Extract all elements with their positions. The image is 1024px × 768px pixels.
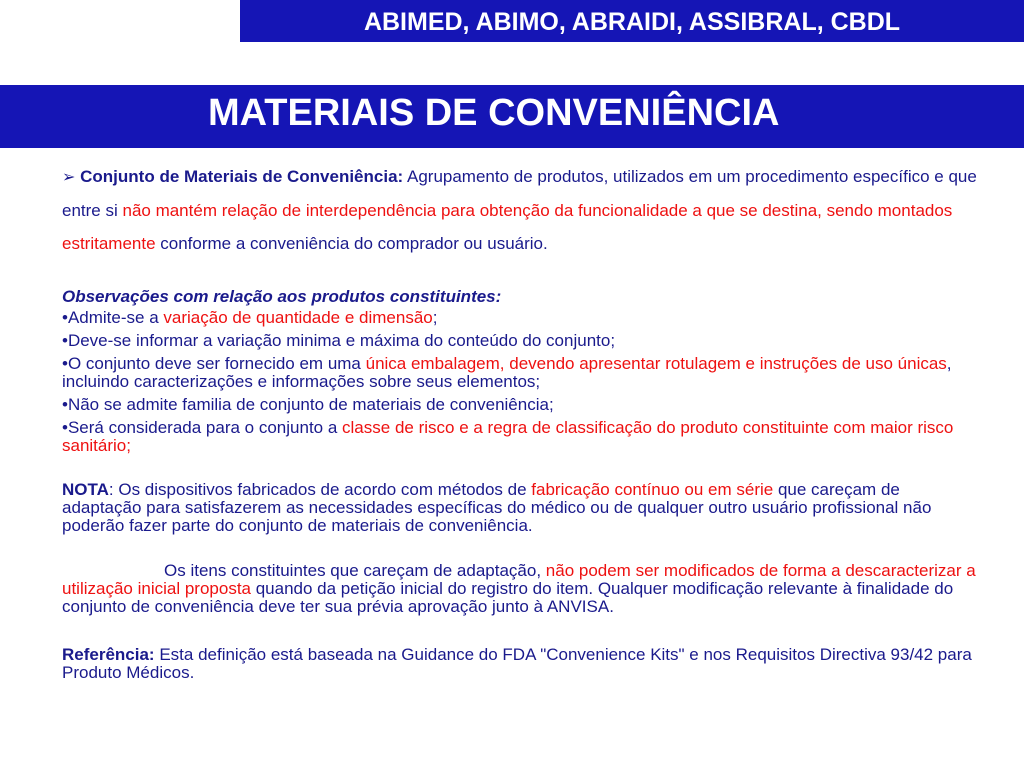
slide-title: MATERIAIS DE CONVENIÊNCIA <box>208 92 780 134</box>
reference-paragraph <box>62 646 977 682</box>
definition-highlight: não mantém relação de interdependência para obtenção da funcionalidade a que se destina, sendo montados estritamente <box>62 201 953 253</box>
observation-bullet <box>62 355 977 391</box>
definition-text-1: Agrupamento de produtos, utilizados em um procedimento específico e que entre si <box>62 167 977 220</box>
observation-bullet <box>62 309 977 327</box>
nota-paragraph <box>62 481 977 535</box>
bullet-highlight: classe de risco e a regra de classificação do produto constituinte com maior risco sanitário; <box>62 418 954 455</box>
bullet-text: ; <box>432 308 438 327</box>
observation-bullet <box>62 396 977 414</box>
slide-content <box>62 160 977 682</box>
nota-highlight: fabricação contínuo ou em série <box>531 480 774 499</box>
nota-text: : Os dispositivos fabricados de acordo com métodos de <box>108 480 532 499</box>
observation-bullet <box>62 332 977 350</box>
nota-text: que careçam de adaptação para satisfazerem as necessidades específicas do médico ou de qualquer outro usuário profissional não poderão fazer parte do conjunto de materiais de conveniência. <box>62 480 932 535</box>
definition-term: Conjunto de Materiais de Conveniência: <box>80 167 404 186</box>
organizations-banner <box>240 0 1024 42</box>
observations-title: Observações com relação aos produtos constituintes: <box>62 287 502 306</box>
itens-text: Os itens constituintes que careçam de adaptação, <box>164 561 546 580</box>
nota-label: NOTA <box>62 480 109 499</box>
bullet-text: •O conjunto deve ser fornecido em uma <box>62 354 366 373</box>
bullet-highlight: variação de quantidade e dimensão <box>163 308 433 327</box>
bullet-text: , incluindo caracterizações e informações sobre seus elementos; <box>62 354 952 391</box>
reference-label: Referência: <box>62 645 155 664</box>
organizations-text: ABIMED, ABIMO, ABRAIDI, ASSIBRAL, CBDL <box>363 8 901 36</box>
bullet-text: •Deve-se informar a variação minima e máxima do conteúdo do conjunto; <box>62 331 616 350</box>
itens-highlight: não podem ser modificados de forma a descaracterizar a utilização inicial proposta <box>62 561 976 598</box>
title-bar <box>0 85 1024 148</box>
bullet-text: •Admite-se a <box>62 308 164 327</box>
bullet-text: •Não se admite familia de conjunto de materiais de conveniência; <box>62 395 554 414</box>
observation-bullet <box>62 419 977 455</box>
reference-text: Esta definição está baseada na Guidance do FDA "Convenience Kits" e nos Requisitos Directiva 93/42 para Produto Médicos. <box>62 645 972 682</box>
itens-paragraph <box>62 562 977 616</box>
definition-text-2: conforme a conveniência do comprador ou usuário. <box>155 234 548 253</box>
bullet-text: •Será considerada para o conjunto a <box>62 418 343 437</box>
bullet-highlight: única embalagem, devendo apresentar rotulagem e instruções de uso únicas <box>365 354 947 373</box>
itens-text: quando da petição inicial do registro do item. Qualquer modificação relevante à finalidade do conjunto de conveniência deve ter sua prévia aprovação junto à ANVISA. <box>62 579 954 616</box>
definition-paragraph <box>62 160 977 260</box>
arrow-bullet-icon: ➢ <box>62 169 76 186</box>
